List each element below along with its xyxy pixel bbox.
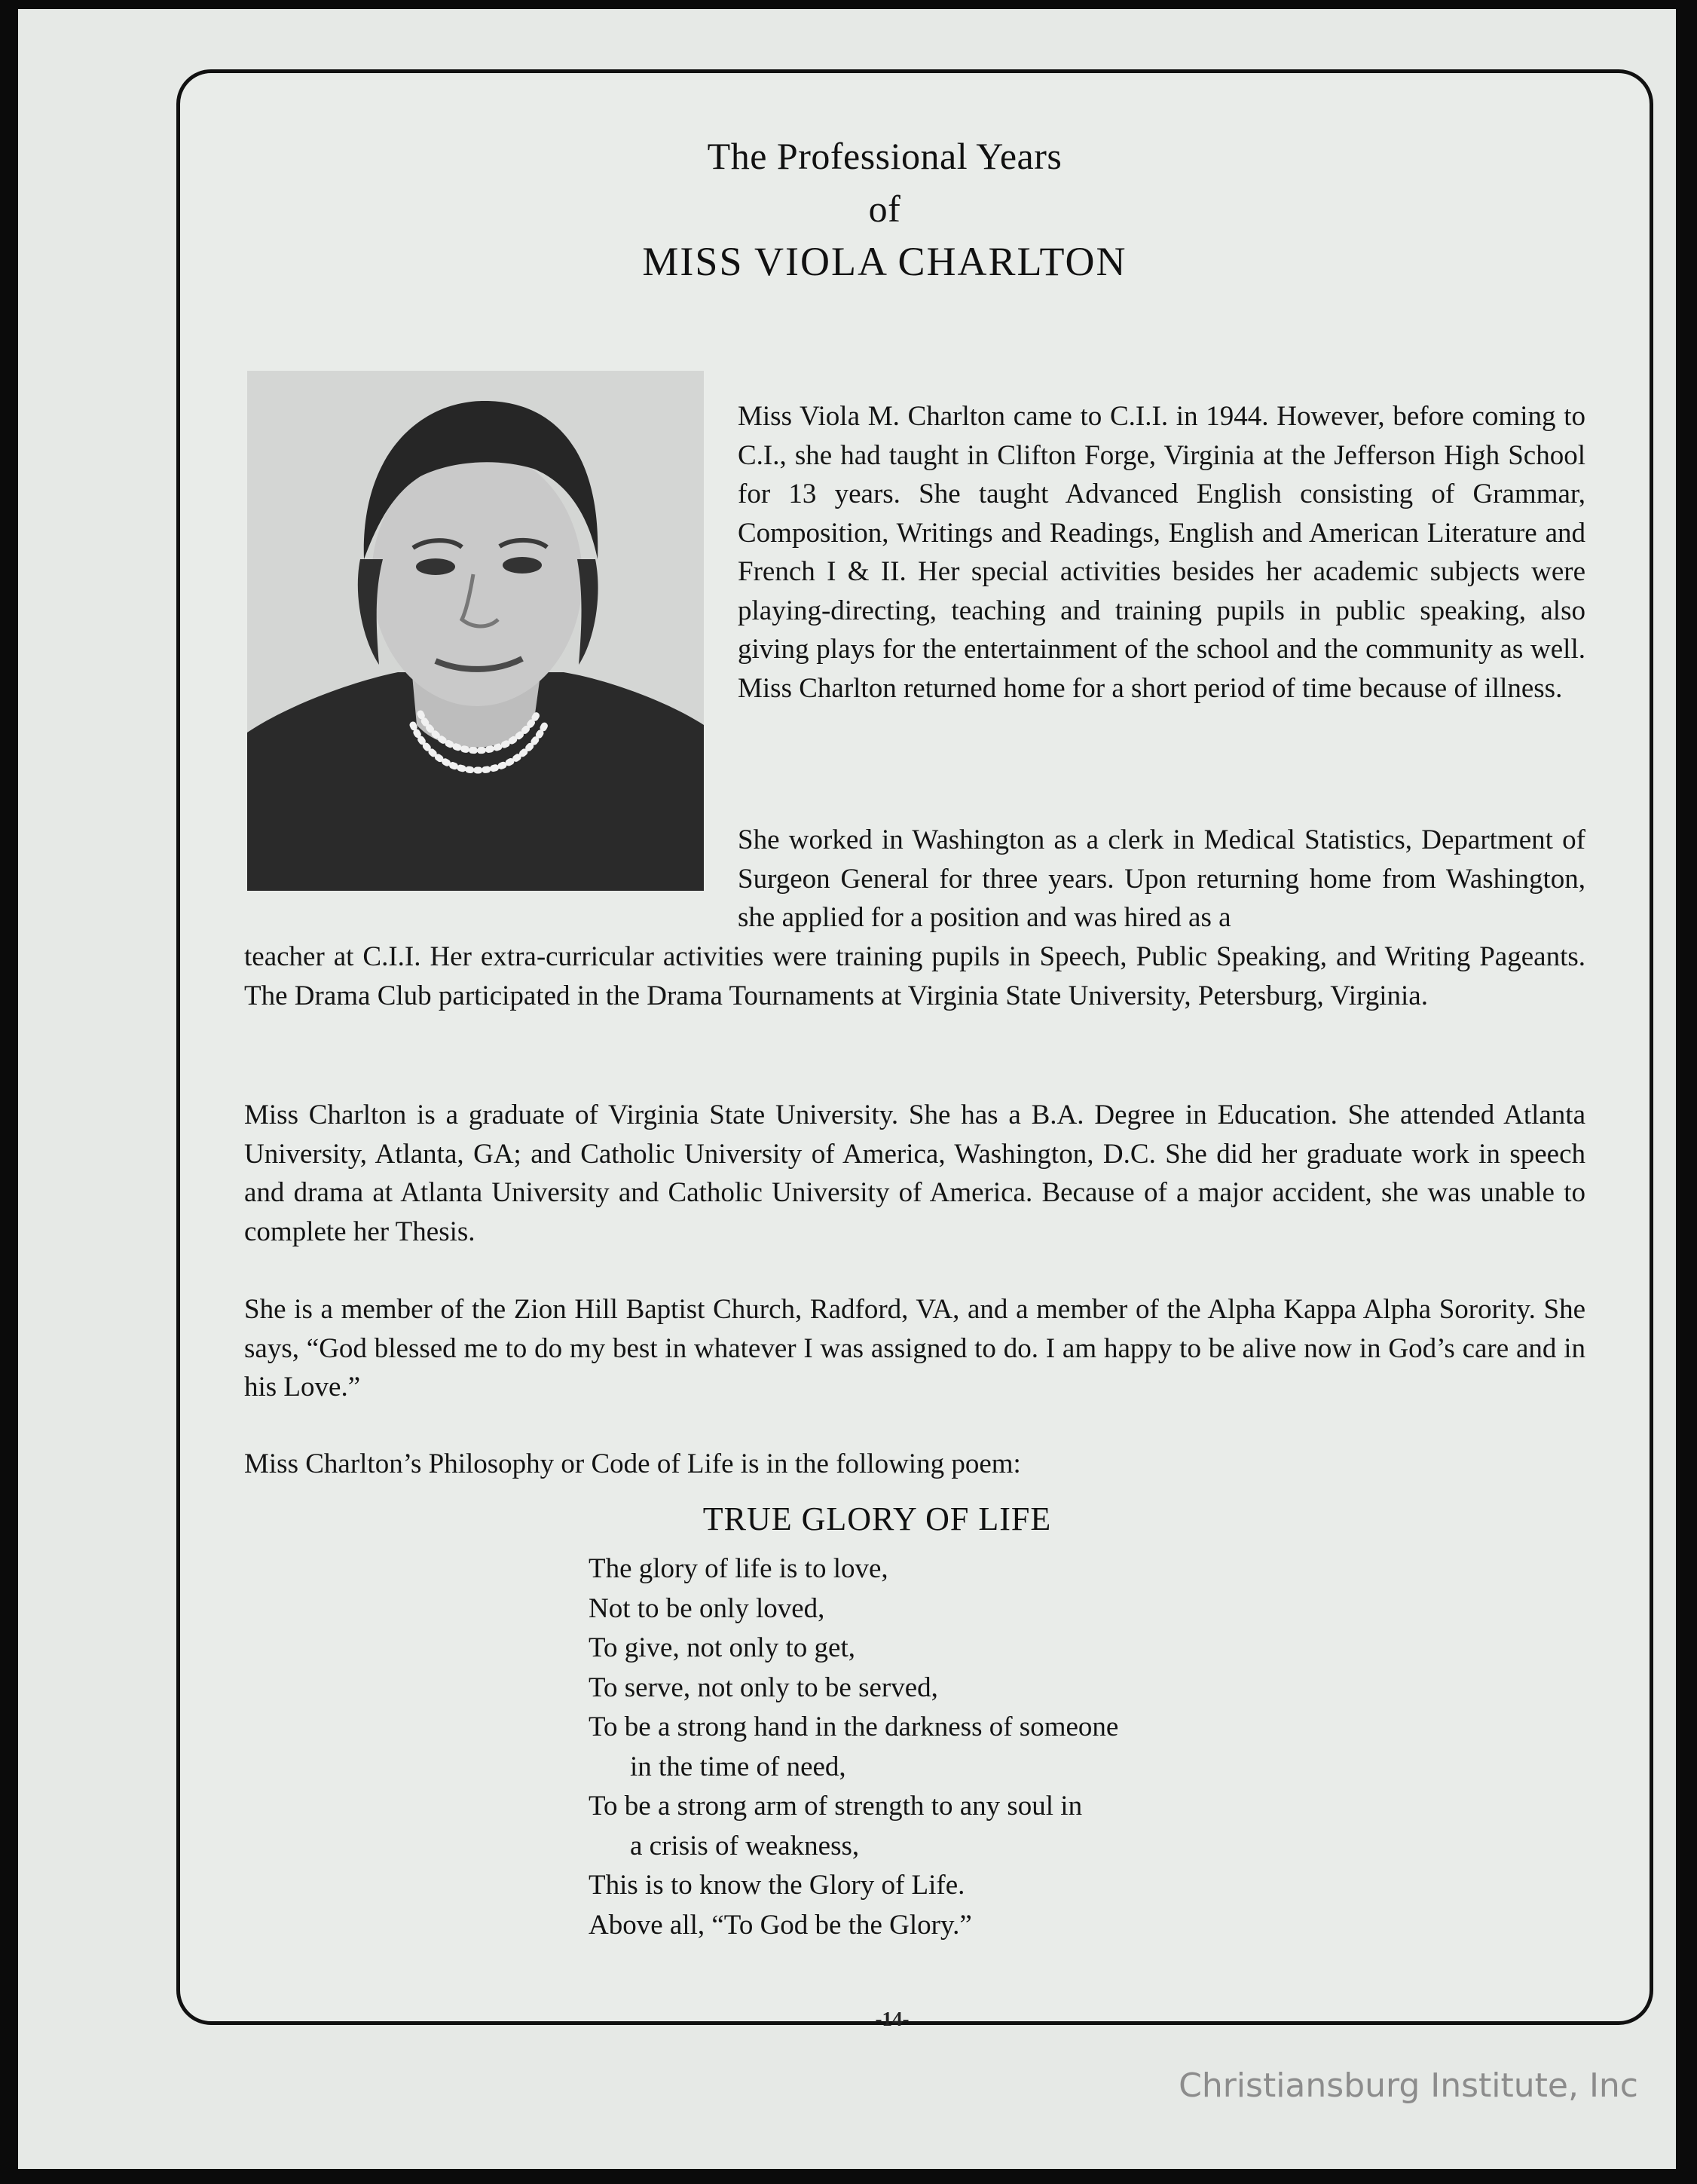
poem-line: a crisis of weakness, [630, 1830, 860, 1861]
page-number: -14- [875, 2008, 910, 2030]
poem-line: To give, not only to get, [589, 1632, 856, 1663]
watermark: Christiansburg Institute, Inc [1179, 2066, 1638, 2105]
poem-line: Above all, “To God be the Glory.” [589, 1909, 972, 1941]
document-page [18, 9, 1676, 2169]
poem [589, 1549, 1267, 1945]
poem-line: To be a strong arm of strength to any soul in [589, 1791, 1083, 1822]
page-title [470, 130, 1299, 288]
poem-line: To be a strong hand in the darkness of someone [589, 1711, 1119, 1742]
paragraph-washington-start: She worked in Washington as a clerk in Medical Statistics, Department of Surgeon General for three years. Upon returning home from Washington, she applied for a position and was hired as a [738, 824, 1585, 933]
title-line-1: The Professional Years [707, 135, 1063, 177]
poem-line: The glory of life is to love, [589, 1553, 888, 1584]
title-line-2: of [868, 188, 901, 230]
paragraph-education: Miss Charlton is a graduate of Virginia State University. She has a B.A. Degree in Education. She attended Atlanta University, Atlanta, GA; and Catholic University of America, Washington, D.C. She did her graduate work in speech and drama at Atlanta University and Catholic University of America. Because of a major accident, she was unable to complete her Thesis. [244, 1100, 1585, 1247]
poem-line: This is to know the Glory of Life. [589, 1870, 965, 1901]
paragraph-washington-continued: teacher at C.I.I. Her extra-curricular activities were training pupils in Speech, Public Speaking, and Writing Pageants. The Drama Club participated in the Drama Tournaments at Virginia State University, Petersburg, Virginia. [244, 941, 1585, 1011]
portrait-photo [247, 371, 704, 891]
poem-title: TRUE GLORY OF LIFE [702, 1500, 1052, 1537]
poem-line: To serve, not only to be served, [589, 1672, 938, 1703]
paragraph-career-intro: Miss Viola M. Charlton came to C.I.I. in 1944. However, before coming to C.I., she had taught in Clifton Forge, Virginia at the Jefferson High School for 13 years. She taught Advanced English consisting of Grammar, Composition, Writings and Readings, English and American Literature and French I & II. Her special activities besides her academic subjects were playing-directing, teaching and training pupils in public speaking, also giving plays for the entertainment of the school and the community as well. Miss Charlton returned home for a short period of time because of illness. [738, 401, 1585, 704]
paragraph-philosophy-intro: Miss Charlton’s Philosophy or Code of Life is in the following poem: [244, 1448, 1021, 1479]
poem-line: Not to be only loved, [589, 1592, 825, 1624]
title-line-3: MISS VIOLA CHARLTON [642, 239, 1127, 284]
portrait-image [247, 371, 704, 891]
poem-line: in the time of need, [630, 1751, 846, 1782]
paragraph-church-membership: She is a member of the Zion Hill Baptist Church, Radford, VA, and a member of the Alpha Kappa Alpha Sorority. She says, “God blessed me to do my best in whatever I was assigned to do. I am happy to be alive now in God’s care and in his Love.” [244, 1294, 1585, 1402]
